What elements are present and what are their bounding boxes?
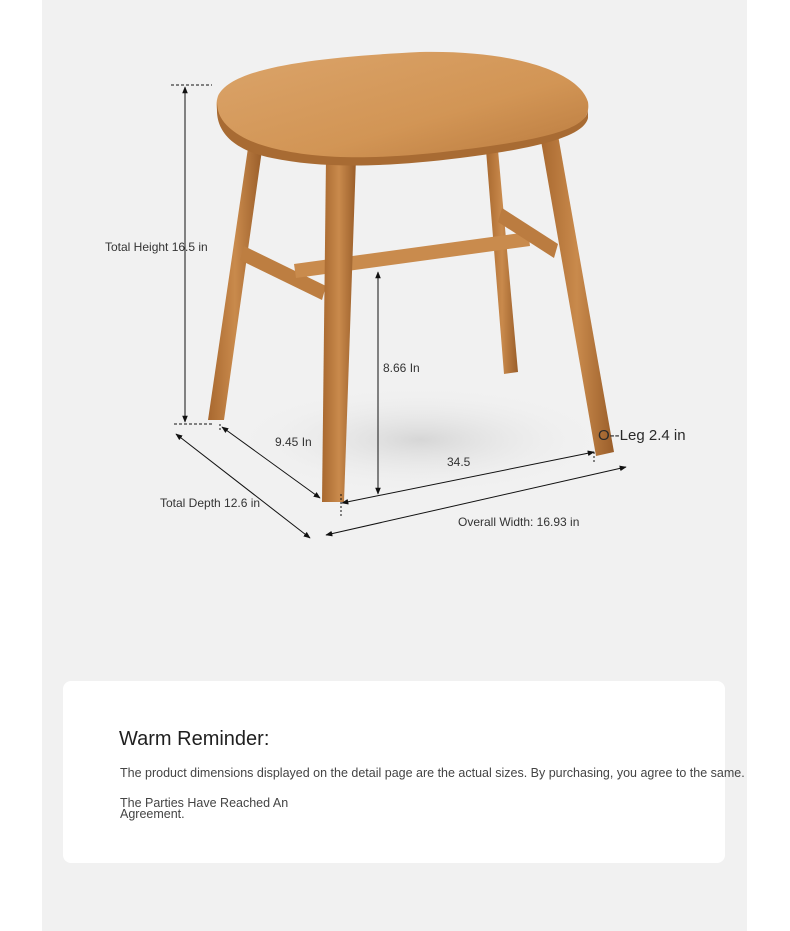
total-height-label: Total Height 16.5 in [105,240,208,254]
reminder-agreement-text: The Parties Have Reached An Agreement. [120,796,289,821]
reminder-title: Warm Reminder: [119,728,270,750]
inner-depth-label: 9.45 In [275,435,312,449]
reminder-body-text: The product dimensions displayed on the detail page are the actual sizes. By purchasing, you agree to the same. [120,766,745,780]
back-right-leg [486,150,518,374]
front-left-leg [208,148,262,420]
leg-diameter-label: O--Leg 2.4 in [598,427,686,444]
total-depth-label: Total Depth 12.6 in [160,496,261,510]
inner-width-label: 34.5 [447,455,471,469]
crossbar-height-label: 8.66 In [383,361,420,375]
overall-width-label: Overall Width: 16.93 in [458,515,580,529]
